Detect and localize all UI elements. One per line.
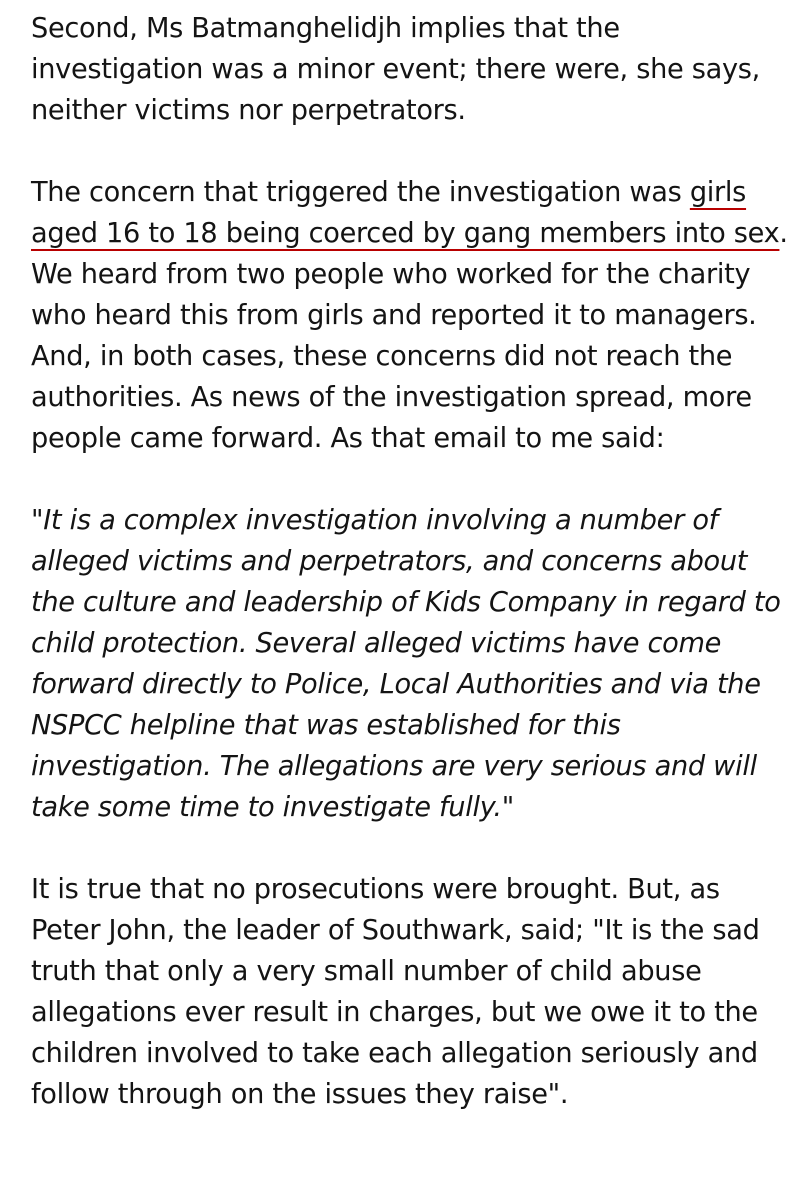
paragraph-investigation-concern bbox=[31, 172, 791, 459]
girls-coerced-link[interactable]: girls aged 16 to 18 being coerced by gang members into sex bbox=[31, 177, 780, 249]
paragraph-text-before-link: The concern that triggered the investigation was bbox=[31, 177, 690, 208]
article-body bbox=[31, 8, 791, 1115]
email-quote: "It is a complex investigation involving a number of alleged victims and perpetrators, and concerns about the culture and leadership of Kids Company in regard to child protection. Several alleged victims have come forward directly to Police, Local Authorities and via the NSPCC helpline that was established for this investigation. The allegations are very serious and will take some time to investigate fully." bbox=[31, 505, 781, 823]
paragraph-victims-perpetrators: Second, Ms Batmanghelidjh implies that the investigation was a minor event; there were, she says, neither victims nor perpetrators. bbox=[31, 13, 760, 126]
paragraph-text-after-link: . We heard from two people who worked for the charity who heard this from girls and reported it to managers. And, in both cases, these concerns did not reach the authorities. As news of the investigation spread, more people came forward. As that email to me said: bbox=[31, 218, 788, 454]
paragraph-prosecutions: It is true that no prosecutions were brought. But, as Peter John, the leader of Southwark, said; "It is the sad truth that only a very small number of child abuse allegations ever result in charges, but we owe it to the children involved to take each allegation seriously and follow through on the issues they raise". bbox=[31, 874, 760, 1110]
